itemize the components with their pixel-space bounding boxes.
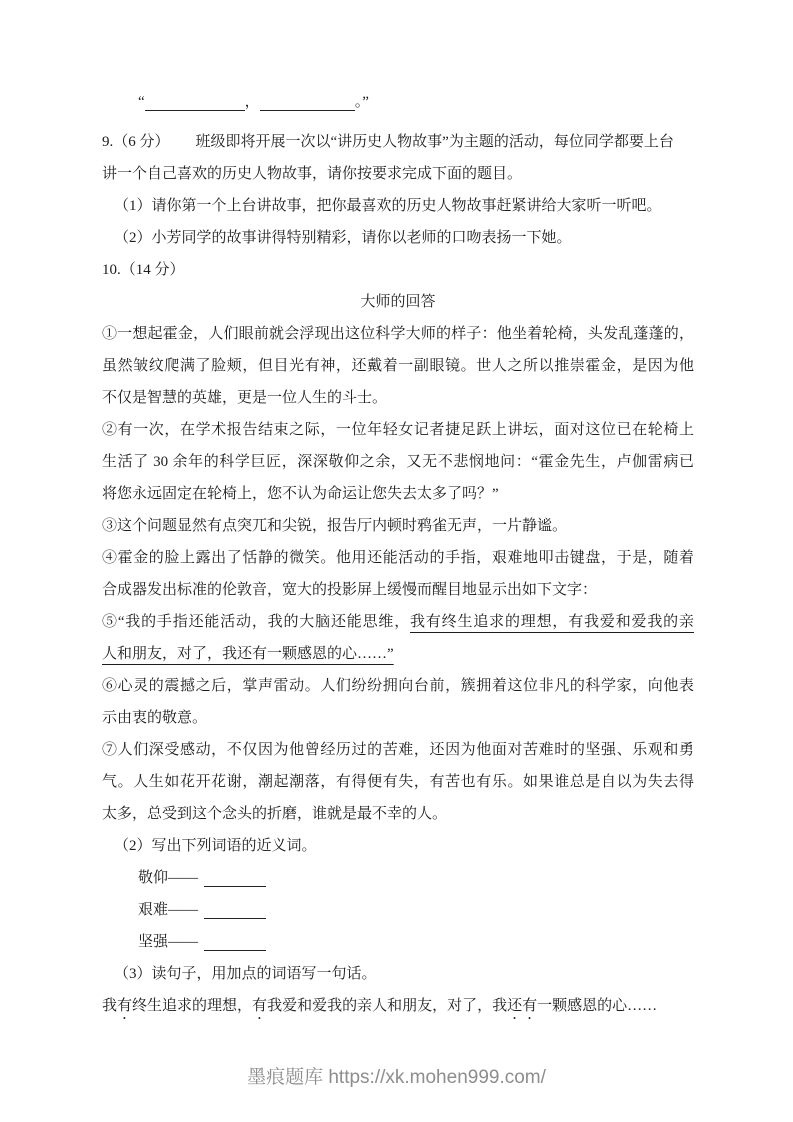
footer-watermark: 墨痕题库 https://xk.mohen999.com/ — [247, 1067, 546, 1088]
essay-p6-line2: 示由衷的敬意。 — [102, 710, 208, 726]
sentence-segment: 我爱和爱我的亲人和朋友，对了，我 — [267, 998, 508, 1014]
p5-normal-text: ⑤“我的手指还能活动，我的大脑还能思维， — [102, 614, 411, 630]
q9-header — [102, 126, 694, 158]
emphasis-dotted-word: 还有 — [507, 998, 538, 1014]
sentence-segment: 终生追求的理想， — [132, 998, 253, 1014]
essay-title: 大师的回答 — [360, 294, 436, 310]
sentence-segment: 一颗感恩的心…… — [537, 998, 658, 1014]
essay-p4-line2: 合成器发出标准的伦敦音，宽大的投影屏上缓慢而醒目地显示出如下文字： — [102, 582, 598, 598]
essay-p2-line1: ②有一次，在学术报告结束之际，一位年轻女记者捷足跃上讲坛，面对这位已在轮椅上 — [102, 422, 694, 438]
dotted-sentence-line — [102, 990, 694, 1023]
essay-p7-line3: 太多，总受到这个念头的折磨，谁就是最不幸的人。 — [102, 806, 448, 822]
fill-blank-2[interactable] — [260, 97, 355, 111]
essay-p1-line1: ①一想起霍金，人们眼前就会浮现出这位科学大师的样子：他坐着轮椅，头发乱蓬蓬的， — [102, 326, 694, 342]
essay-p7-line1: ⑦人们深受感动，不仅因为他曾经历过的苦难，还因为他面对苦难时的坚强、乐观和勇 — [102, 742, 694, 758]
p5-underlined-text-start: 我有终生追求的理想，有我爱和爱我的亲 — [410, 614, 694, 630]
q10-sub3-label: （3）读句子，用加点的词语写一句话。 — [114, 966, 377, 982]
essay-p6-line1: ⑥心灵的震撼之后，掌声雷动。人们纷纷拥向台前，簇拥着这位非凡的科学家，向他表 — [102, 678, 694, 694]
essay-p7-line2: 气。人生如花开花谢，潮起潮落，有得便有失，有苦也有乐。如果谁总是自以为失去得 — [102, 774, 694, 790]
synonym-word-jianqiang: 坚强—— — [138, 934, 199, 950]
emphasis-dotted-word: 有 — [252, 998, 268, 1014]
emphasis-dotted-word: 有 — [117, 998, 133, 1014]
q9-sub2: （2）小芳同学的故事讲得特别精彩，请你以老师的口吻表扬一下她。 — [114, 230, 572, 246]
synonym-blank-1[interactable] — [204, 873, 266, 887]
essay-p1-line3: 不仅是智慧的英雄，更是一位人生的斗士。 — [102, 390, 388, 406]
synonym-row — [102, 926, 694, 958]
q9-intro-line1: 班级即将开展一次以“讲历史人物故事”为主题的活动，每位同学都要上台 — [195, 134, 674, 150]
synonym-blank-3[interactable] — [204, 937, 266, 951]
p5-underlined-text-end: 人和朋友，对了，我还有一颗感恩的心……” — [102, 646, 394, 662]
synonym-blank-2[interactable] — [204, 905, 266, 919]
q9-sub1: （1）请你第一个上台讲故事，把你最喜欢的历史人物故事赶紧讲给大家听一听吧。 — [114, 198, 662, 214]
synonym-row — [102, 894, 694, 926]
comma: ， — [244, 94, 260, 110]
q10-header: 10.（14 分） — [102, 262, 185, 278]
close-quote: 。” — [354, 94, 369, 110]
essay-p2-line3: 将您永远固定在轮椅上，您不认为命运让您失去太多了吗？” — [102, 486, 499, 502]
q9-intro-line2: 讲一个自己喜欢的历史人物故事，请你按要求完成下面的题目。 — [102, 166, 523, 182]
essay-p4-line1: ④霍金的脸上露出了恬静的微笑。他用还能活动的手指，艰难地叩击键盘，于是，随着 — [102, 550, 694, 566]
q8-answer-line — [102, 86, 694, 118]
synonym-word-jiannan: 艰难—— — [138, 902, 199, 918]
open-quote: “ — [138, 94, 145, 110]
synonym-row — [102, 862, 694, 894]
essay-p1-line2: 虽然皱纹爬满了脸颊，但目光有神，还戴着一副眼镜。世人之所以推崇霍金，是因为他 — [102, 358, 694, 374]
q10-sub2-label: （2）写出下列词语的近义词。 — [114, 838, 317, 854]
essay-p5-line1 — [102, 606, 694, 638]
q9-number: 9.（6 分） — [102, 134, 170, 150]
synonym-word-jingyang: 敬仰—— — [138, 870, 199, 886]
essay-p2-line2: 生活了 30 余年的科学巨匠，深深敬仰之余，又无不悲悯地问：“霍金先生，卢伽雷病已 — [102, 454, 694, 470]
exam-content — [102, 86, 694, 1023]
fill-blank-1[interactable] — [145, 97, 245, 111]
essay-p3-line1: ③这个问题显然有点突兀和尖锐，报告厅内顿时鸦雀无声，一片静谧。 — [102, 518, 568, 534]
essay-p5-line2 — [102, 638, 694, 670]
sentence-segment: 我 — [102, 998, 118, 1014]
